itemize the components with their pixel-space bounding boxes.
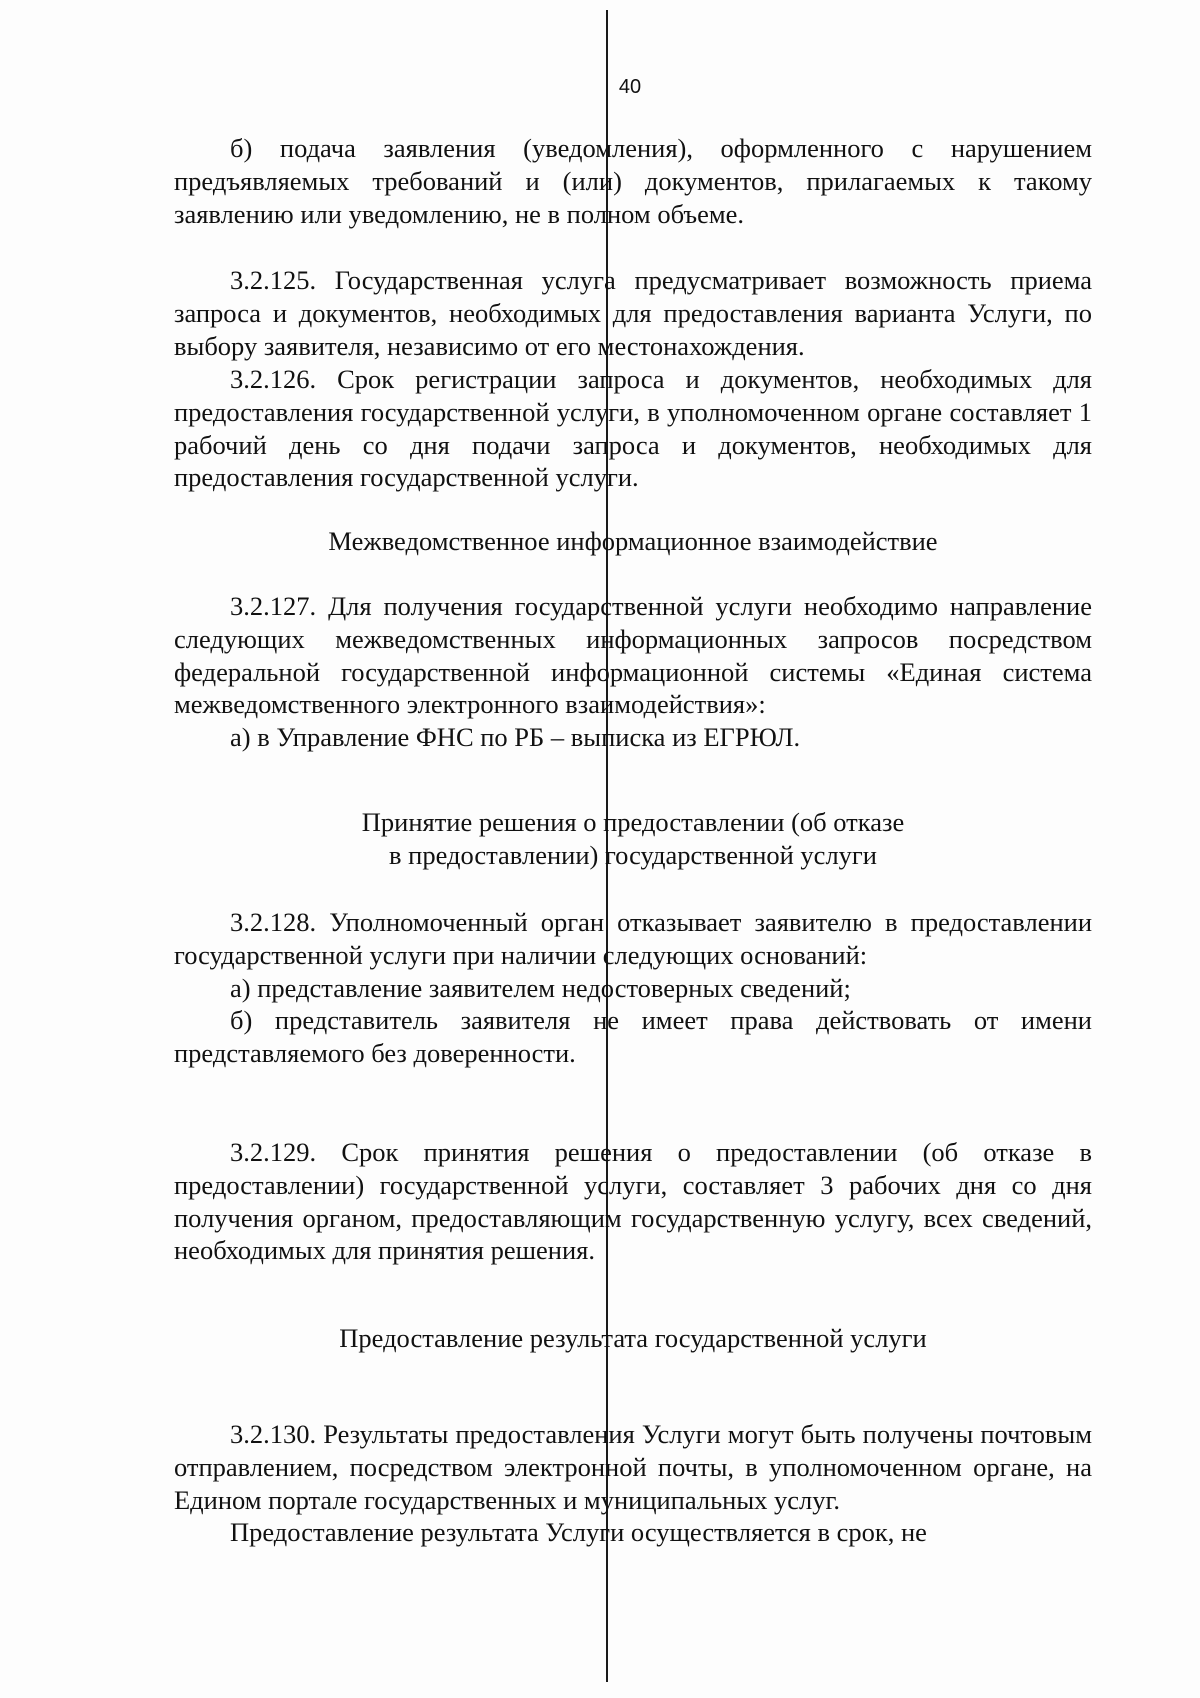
section-heading-interagency: Межведомственное информационное взаимодействие [328,526,938,556]
paragraph-text: 3.2.128. Уполномоченный орган отказывает заявителю в предоставлении государственной услуги при наличии следующих оснований: [174,907,1092,970]
paragraph-3-2-127 [174,590,1092,754]
paragraph-text: б) подача заявления (уведомления), оформленного с нарушением предъявляемых требований и (или) документов, прилагаемых к такому заявлению или уведомлению, не в полном объеме. [174,133,1092,229]
paragraph-3-2-126 [174,363,1092,494]
paragraph-text: 3.2.125. Государственная услуга предусматривает возможность приема запроса и документов, необходимых для предоставления варианта Услуги, по выбору заявителя, независимо от его местонахождения. [174,265,1092,361]
paragraph-3-2-128 [174,906,1092,1070]
page-number: 40 [618,76,642,98]
heading-line-2: в предоставлении) государственной услуги [389,840,877,870]
paragraph-b-application-violation [174,132,1092,230]
paragraph-text: 3.2.129. Срок принятия решения о предоставлении (об отказе в предоставлении) государственной услуги, составляет 3 рабочих дня со дня получения органом, предоставляющим государственную услугу, всех сведений, необходимых для принятия решения. [174,1137,1092,1266]
list-item-b-no-power-of-attorney: б) представитель заявителя не имеет права действовать от имени представляемого без доверенности. [174,1005,1092,1069]
paragraph-text-continued: Предоставление результата Услуги осуществляется в срок, не [230,1517,927,1548]
paragraph-3-2-130 [174,1418,1092,1549]
paragraph-text: 3.2.126. Срок регистрации запроса и документов, необходимых для предоставления государственной услуги, в уполномоченном органе составляет 1 рабочий день со дня подачи запроса и документов, необходимых для предоставления государственной услуги. [174,364,1092,493]
list-item-a-fns: а) в Управление ФНС по РБ – выписка из ЕГРЮЛ. [230,722,801,753]
paragraph-text: 3.2.130. Результаты предоставления Услуги могут быть получены почтовым отправлением, посредством электронной почты, в уполномоченном органе, на Едином портале государственных и муниципальных услуг. [174,1419,1092,1515]
section-heading-result: Предоставление результата государственной услуги [339,1323,927,1353]
paragraph-text: 3.2.127. Для получения государственной услуги необходимо направление следующих межведомственных информационных запросов посредством федеральной государственной информационной системы «Единая система межведомственного электронного взаимодействия»: [174,591,1092,720]
list-item-a-unreliable: а) представление заявителем недостоверных сведений; [230,972,851,1003]
heading-line-1: Принятие решения о предоставлении (об отказе [361,807,905,837]
paragraph-3-2-125 [174,264,1092,362]
section-heading-decision [174,806,1092,872]
paragraph-3-2-129 [174,1136,1092,1267]
